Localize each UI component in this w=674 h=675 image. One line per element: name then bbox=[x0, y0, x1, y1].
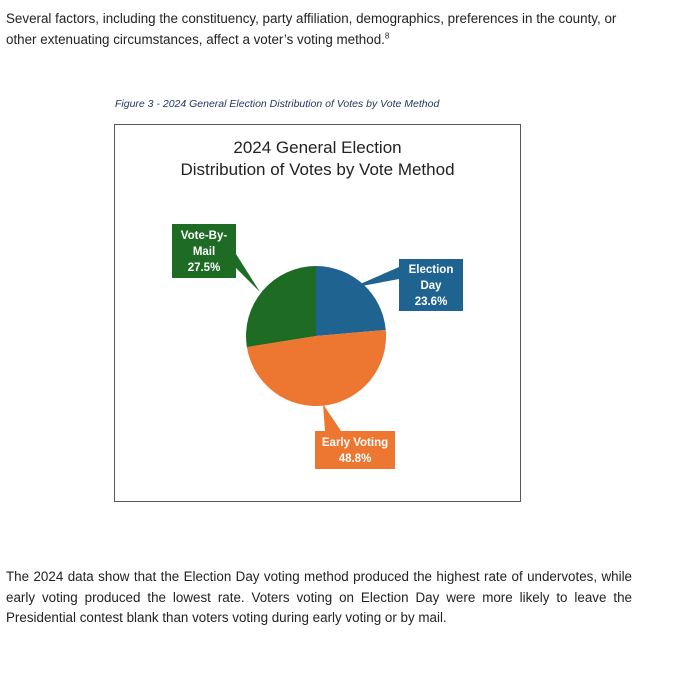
pie-chart-frame bbox=[114, 124, 521, 502]
callout-pointer-election-day bbox=[351, 267, 399, 288]
pie-slice-vote-by-mail bbox=[246, 266, 316, 347]
callout-pointer-early-voting bbox=[323, 404, 341, 431]
data-label-vote-by-mail-value: 27.5% bbox=[187, 262, 221, 274]
chart-title-line2: Distribution of Votes by Vote Method bbox=[180, 160, 455, 179]
intro-paragraph bbox=[6, 9, 632, 50]
data-label-election-day: Day bbox=[420, 280, 442, 292]
pie-slice-election-day bbox=[316, 266, 386, 336]
callout-pointer-vote-by-mail bbox=[236, 254, 260, 292]
pie-chart bbox=[115, 125, 520, 501]
data-label-vote-by-mail: Vote-By- bbox=[180, 230, 228, 242]
conclusion-paragraph: The 2024 data show that the Election Day voting method produced the highest rate of undervotes, while early voting produced the lowest rate. Voters voting on Election Day were more likely to leave the Presidential contest blank than voters voting during early voting or by mail. bbox=[6, 569, 632, 625]
data-label-vote-by-mail: Mail bbox=[192, 246, 216, 258]
data-label-early-voting-value: 48.8% bbox=[338, 453, 372, 465]
figure-caption: Figure 3 - 2024 General Election Distribution of Votes by Vote Method bbox=[115, 98, 440, 110]
chart-title-line1: 2024 General Election bbox=[233, 138, 402, 157]
data-label-early-voting: Early Voting bbox=[321, 437, 389, 449]
data-label-election-day-value: 23.6% bbox=[414, 296, 448, 308]
intro-paragraph-text: Several factors, including the constituency, party affiliation, demographics, preferences in the county, or other extenuating circumstances, affect a voter’s voting method. bbox=[6, 11, 617, 47]
data-label-election-day: Election bbox=[408, 264, 454, 276]
footnote-ref[interactable]: 8 bbox=[384, 31, 390, 41]
